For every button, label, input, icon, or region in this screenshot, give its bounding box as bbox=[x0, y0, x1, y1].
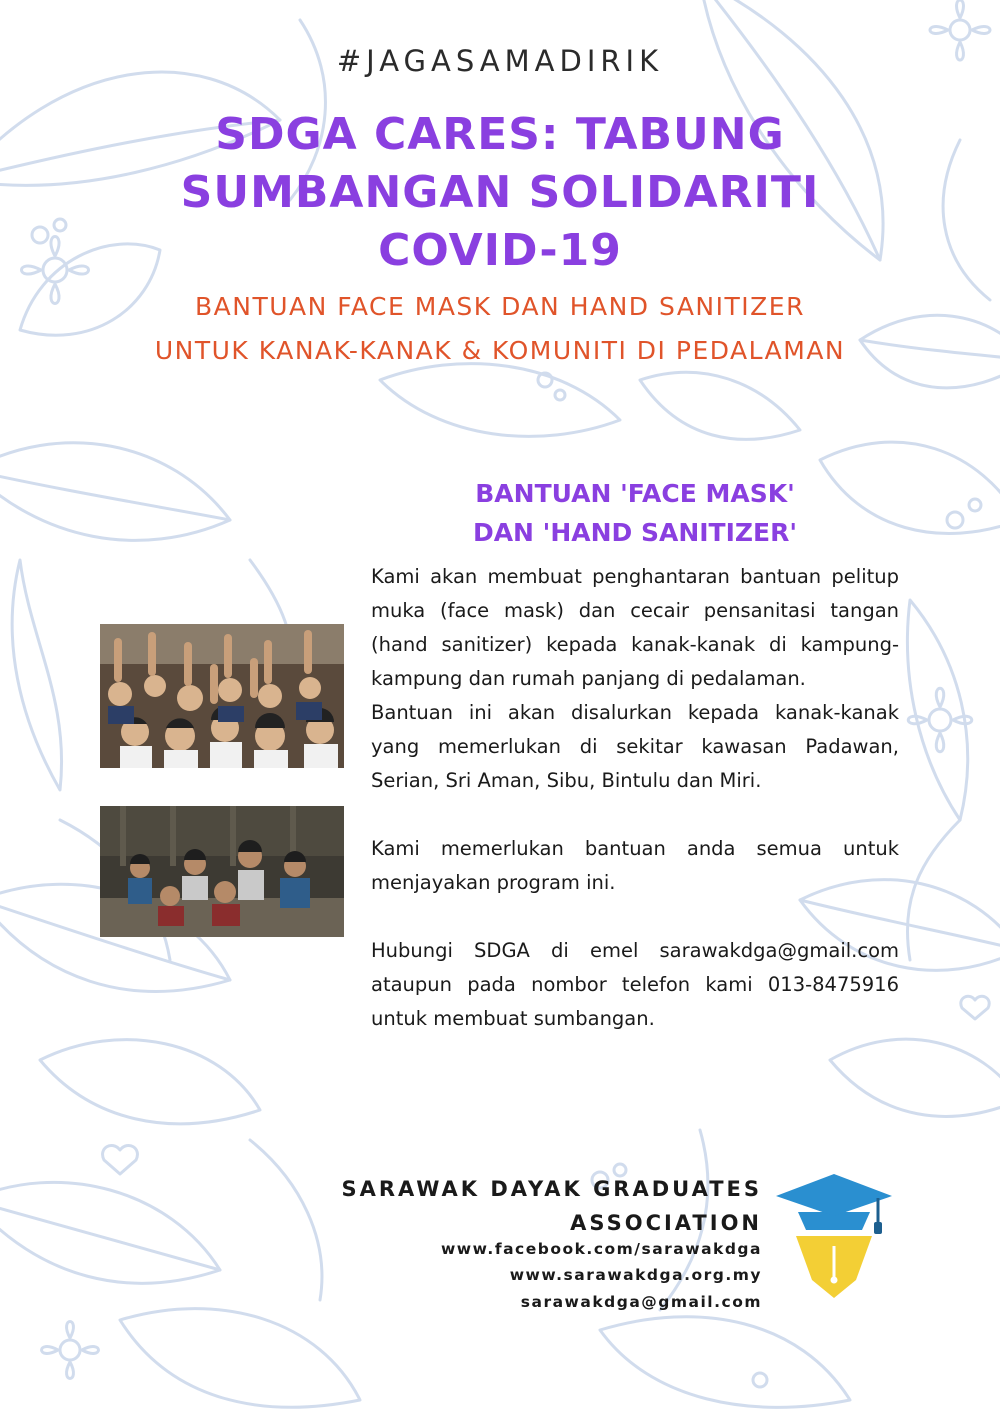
hashtag-text: #JAGASAMADIRIK bbox=[336, 44, 664, 78]
paragraph-contact: Hubungi SDGA di emel sarawakdga@gmail.com ataupun pada nombor telefon kami 013-8475916 untuk membuat sumbangan. bbox=[371, 939, 899, 1030]
organization-name-line-1: SARAWAK DAYAK GRADUATES bbox=[341, 1177, 762, 1201]
body-text bbox=[371, 560, 899, 1036]
section-heading-line-1: BANTUAN 'FACE MASK' bbox=[475, 479, 795, 508]
email-link[interactable]: sarawakdga@gmail.com bbox=[520, 1293, 762, 1311]
facebook-link[interactable]: www.facebook.com/sarawakdga bbox=[440, 1240, 762, 1258]
main-title-line-1: SDGA CARES: TABUNG bbox=[215, 109, 785, 160]
subtitle-line-2: UNTUK KANAK-KANAK & KOMUNITI DI PEDALAMAN bbox=[154, 336, 846, 365]
subtitle-line-1: BANTUAN FACE MASK DAN HAND SANITIZER bbox=[195, 292, 805, 321]
organization-name-line-2: ASSOCIATION bbox=[570, 1211, 762, 1235]
paragraph-delivery: Kami akan membuat penghantaran bantuan pelitup muka (face mask) dan cecair pensanitasi tangan (hand sanitizer) kepada kanak-kanak di kampung-kampung dan rumah panjang di pedalaman. bbox=[371, 565, 899, 690]
section-heading bbox=[380, 474, 890, 552]
website-link[interactable]: www.sarawakdga.org.my bbox=[509, 1266, 762, 1284]
section-heading-line-2: DAN 'HAND SANITIZER' bbox=[472, 518, 798, 547]
paragraph-areas: Bantuan ini akan disalurkan kepada kanak-kanak yang memerlukan di sekitar kawasan Padawan, Serian, Sri Aman, Sibu, Bintulu dan Miri. bbox=[371, 701, 899, 792]
main-title bbox=[100, 106, 900, 280]
main-title-line-2: SUMBANGAN SOLIDARITI bbox=[180, 167, 820, 218]
graduation-cap-pen-nib-icon bbox=[774, 1168, 894, 1300]
paragraph-appeal: Kami memerlukan bantuan anda semua untuk menjayakan program ini. bbox=[371, 837, 899, 894]
main-title-line-3: COVID-19 bbox=[378, 225, 622, 276]
organization-name bbox=[290, 1172, 762, 1240]
children-longhouse-photo bbox=[100, 806, 344, 937]
children-classroom-photo bbox=[100, 624, 344, 768]
